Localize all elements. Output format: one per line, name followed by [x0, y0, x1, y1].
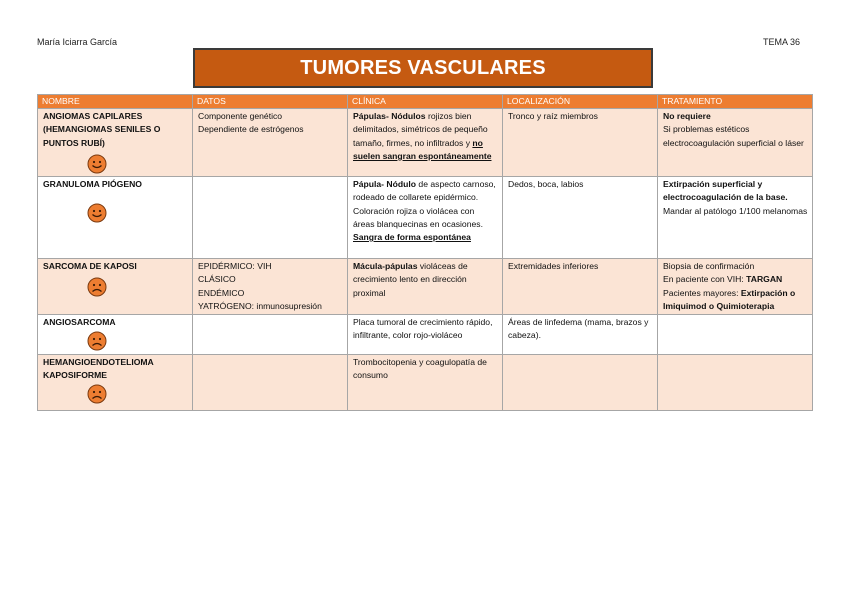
- cell-clinica: Mácula-pápulas violáceas de crecimiento lento en dirección proximal: [348, 259, 503, 315]
- topic-label: TEMA 36: [763, 37, 801, 47]
- cell-datos: [193, 355, 348, 411]
- cell-nombre: [38, 259, 193, 315]
- cell-tratamiento: Extirpación superficial y electrocoagulación de la base. Mandar al patólogo 1/100 melanomas: [658, 177, 813, 259]
- title-banner: [193, 48, 653, 88]
- cell-tratamiento: No requiere Si problemas estéticos electrocoagulación superficial o láser: [658, 109, 813, 177]
- cell-clinica: Pápulas- Nódulos rojizos bien delimitados, simétricos de pequeño tamaño, firmes, no infiltrados y no suelen sangran espontáneamente: [348, 109, 503, 177]
- col-header-nombre: NOMBRE: [38, 95, 193, 109]
- happy-face-icon: [87, 203, 107, 223]
- table-row: [38, 355, 813, 411]
- table-header-row: [38, 95, 813, 109]
- cell-nombre: [38, 315, 193, 355]
- cell-tratamiento: [658, 355, 813, 411]
- table-row: [38, 109, 813, 177]
- page-title: TUMORES VASCULARES: [300, 56, 546, 79]
- tumors-table: [37, 94, 813, 411]
- cell-datos: [193, 177, 348, 259]
- cell-datos: Componente genético Dependiente de estrógenos: [193, 109, 348, 177]
- sad-face-icon: [87, 331, 107, 351]
- cell-datos: EPIDÉRMICO: VIH CLÁSICO ENDÉMICO YATRÓGENO: inmunosupresión: [193, 259, 348, 315]
- col-header-localizacion: LOCALIZACIÓN: [503, 95, 658, 109]
- cell-localizacion: Dedos, boca, labios: [503, 177, 658, 259]
- author-name: María Iciarra García: [37, 37, 118, 47]
- tumor-name: ANGIOSARCOMA: [43, 317, 116, 328]
- tumor-name: ANGIOMAS CAPILARES (HEMANGIOMAS SENILES O PUNTOS RUBÍ): [43, 111, 161, 148]
- tumor-name: HEMANGIOENDOTELIOMA KAPOSIFORME: [43, 357, 154, 381]
- happy-face-icon: [87, 154, 107, 174]
- cell-tratamiento: Biopsia de confirmación En paciente con VIH: TARGAN Pacientes mayores: Extirpación o Imiquimod o Quimioterapia: [658, 259, 813, 315]
- cell-localizacion: [503, 355, 658, 411]
- col-header-clinica: CLÍNICA: [348, 95, 503, 109]
- tumor-name: SARCOMA DE KAPOSI: [43, 261, 137, 272]
- cell-nombre: [38, 355, 193, 411]
- sad-face-icon: [87, 277, 107, 297]
- table-row: [38, 177, 813, 259]
- col-header-datos: DATOS: [193, 95, 348, 109]
- cell-datos: [193, 315, 348, 355]
- cell-localizacion: Tronco y raíz miembros: [503, 109, 658, 177]
- cell-clinica: Trombocitopenia y coagulopatía de consumo: [348, 355, 503, 411]
- table-row: [38, 315, 813, 355]
- col-header-tratamiento: TRATAMIENTO: [658, 95, 813, 109]
- cell-nombre: [38, 109, 193, 177]
- cell-localizacion: Áreas de linfedema (mama, brazos y cabeza).: [503, 315, 658, 355]
- cell-clinica: Pápula- Nódulo de aspecto carnoso, rodeado de collarete epidérmico. Coloración rojiza o violácea con áreas blanquecinas en ocasiones. Sangra de forma espontánea: [348, 177, 503, 259]
- sad-face-icon: [87, 384, 107, 404]
- cell-tratamiento: [658, 315, 813, 355]
- cell-nombre: [38, 177, 193, 259]
- cell-clinica: Placa tumoral de crecimiento rápido, infiltrante, color rojo-violáceo: [348, 315, 503, 355]
- tumor-name: GRANULOMA PIÓGENO: [43, 179, 142, 190]
- table-row: [38, 259, 813, 315]
- cell-localizacion: Extremidades inferiores: [503, 259, 658, 315]
